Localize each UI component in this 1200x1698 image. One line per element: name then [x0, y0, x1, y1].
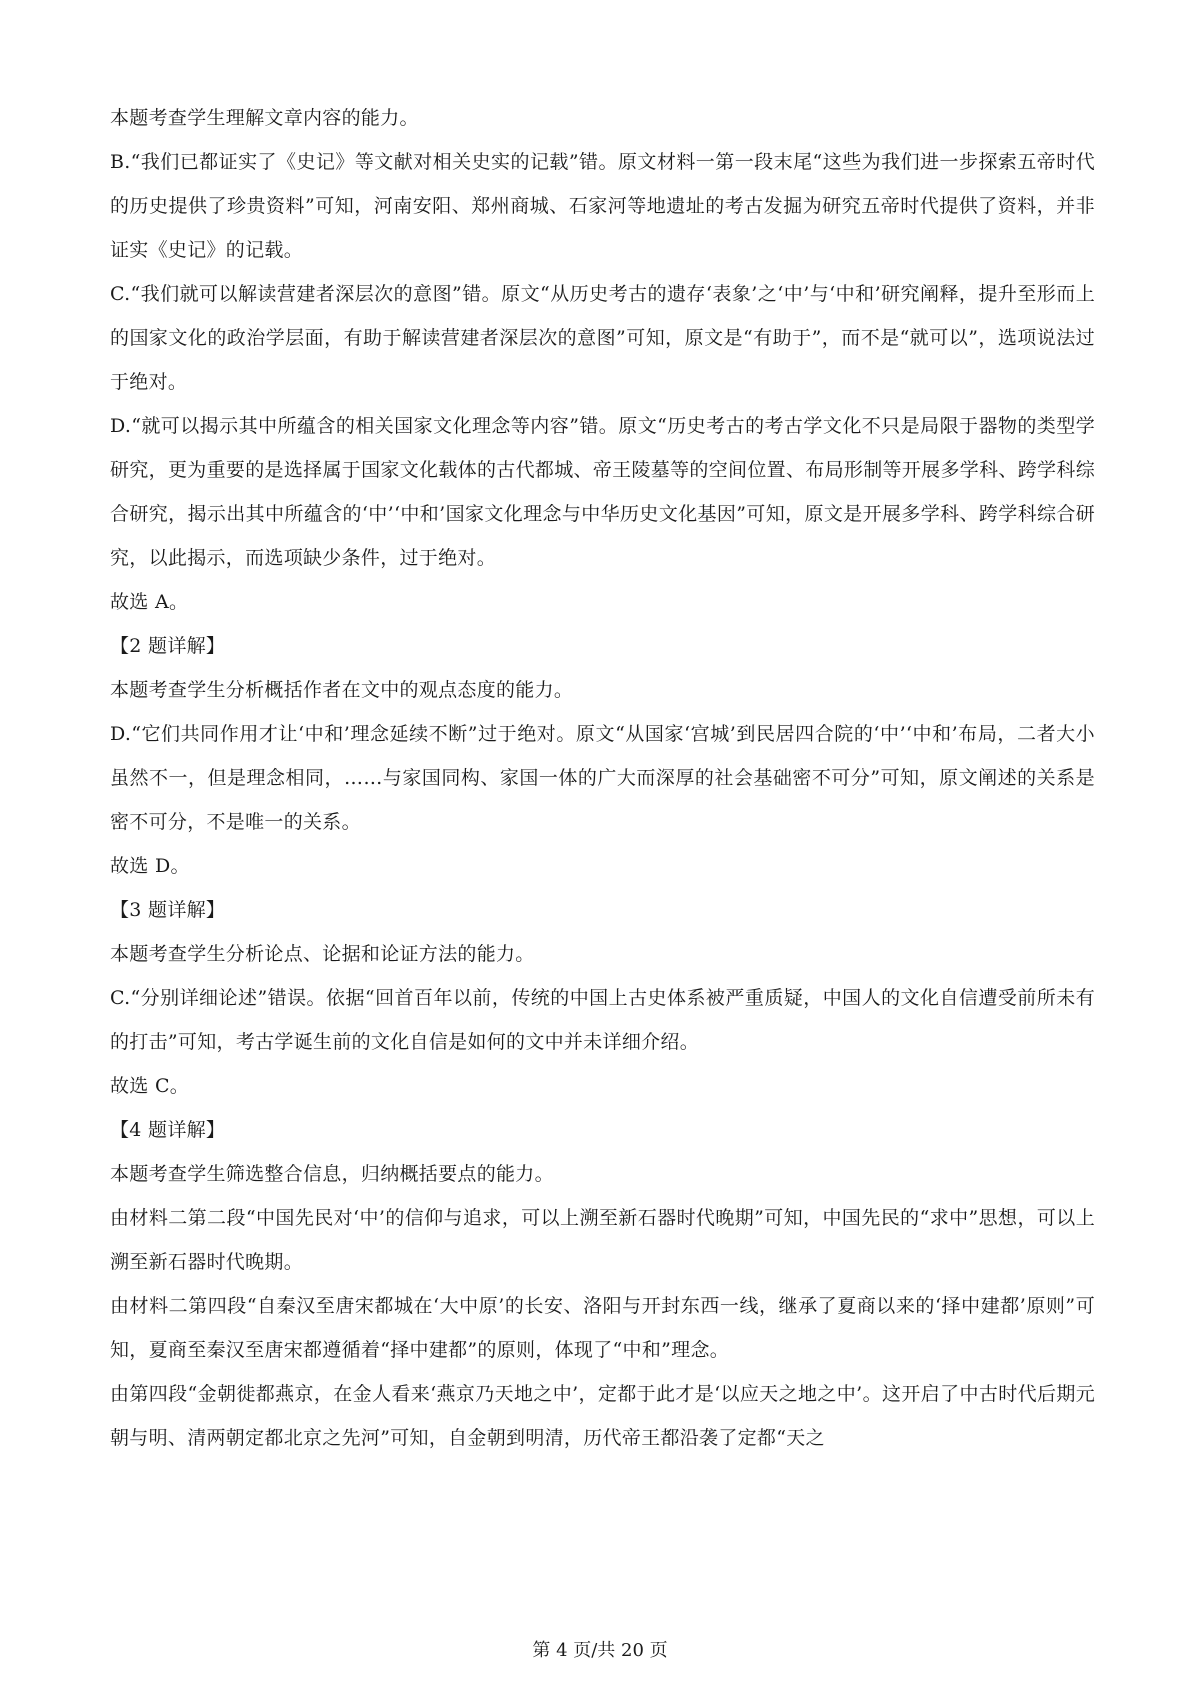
paragraph-intro-q2: 本题考查学生分析概括作者在文中的观点态度的能力。: [110, 679, 574, 701]
paragraph-option-d: D.“就可以揭示其中所蕴含的相关国家文化理念等内容”错。原文“历史考古的考古学文化不只是局限于器物的类型学研究，更为重要的是选择属于国家文化载体的古代都城、帝王陵墓等的空间位置、布局形制等开展多学科、跨学科综合研究，揭示出其中所蕴含的‘中’‘中和’国家文化理念与中华历史文化基因”可知，原文是开展多学科、跨学科综合研究，以此揭示，而选项缺少条件，过于绝对。: [110, 415, 1095, 569]
answer-q3: 故选 C。: [110, 1075, 190, 1097]
heading-q2: 【2 题详解】: [110, 635, 226, 657]
page-number-footer: 第 4 页/共 20 页: [532, 1640, 668, 1661]
paragraph-intro-q3: 本题考查学生分析论点、论据和论证方法的能力。: [110, 943, 535, 965]
answer-q2: 故选 D。: [110, 855, 190, 877]
paragraph-q3-option-c: C.“分别详细论述”错误。依据“回首百年以前，传统的中国上古史体系被严重质疑，中国人的文化自信遭受前所未有的打击”可知，考古学诞生前的文化自信是如何的文中并未详细介绍。: [110, 987, 1095, 1053]
document-body: [110, 96, 1095, 1460]
paragraph-intro-q1: 本题考查学生理解文章内容的能力。: [110, 107, 419, 129]
paragraph-q4-point-2: 由材料二第四段“自秦汉至唐宋都城在‘大中原’的长安、洛阳与开封东西一线，继承了夏商以来的‘择中建都’原则”可知，夏商至秦汉至唐宋都遵循着“择中建都”的原则，体现了“中和”理念。: [110, 1295, 1095, 1361]
heading-q4: 【4 题详解】: [110, 1119, 226, 1141]
paragraph-option-b: B.“我们已都证实了《史记》等文献对相关史实的记载”错。原文材料一第一段末尾“这些为我们进一步探索五帝时代的历史提供了珍贵资料”可知，河南安阳、郑州商城、石家河等地遗址的考古发掘为研究五帝时代提供了资料，并非证实《史记》的记载。: [110, 151, 1095, 261]
paragraph-intro-q4: 本题考查学生筛选整合信息，归纳概括要点的能力。: [110, 1163, 554, 1185]
answer-q1: 故选 A。: [110, 591, 189, 613]
paragraph-q2-option-d: D.“它们共同作用才让‘中和’理念延续不断”过于绝对。原文“从国家‘宫城’到民居四合院的‘中’‘中和’布局，二者大小虽然不一，但是理念相同，……与家国同构、家国一体的广大而深厚的社会基础密不可分”可知，原文阐述的关系是密不可分，不是唯一的关系。: [110, 723, 1095, 833]
paragraph-q4-point-1: 由材料二第二段“中国先民对‘中’的信仰与追求，可以上溯至新石器时代晚期”可知，中国先民的“求中”思想，可以上溯至新石器时代晚期。: [110, 1207, 1095, 1273]
heading-q3: 【3 题详解】: [110, 899, 226, 921]
paragraph-q4-point-3: 由第四段“金朝徙都燕京，在金人看来‘燕京乃天地之中’，定都于此才是‘以应天之地之中’。这开启了中古时代后期元朝与明、清两朝定都北京之先河”可知，自金朝到明清，历代帝王都沿袭了定都“天之: [110, 1383, 1095, 1449]
paragraph-option-c: C.“我们就可以解读营建者深层次的意图”错。原文“从历史考古的遗存‘表象’之‘中’与‘中和’研究阐释，提升至形而上的国家文化的政治学层面，有助于解读营建者深层次的意图”可知，原文是“有助于”，而不是“就可以”，选项说法过于绝对。: [110, 283, 1095, 393]
